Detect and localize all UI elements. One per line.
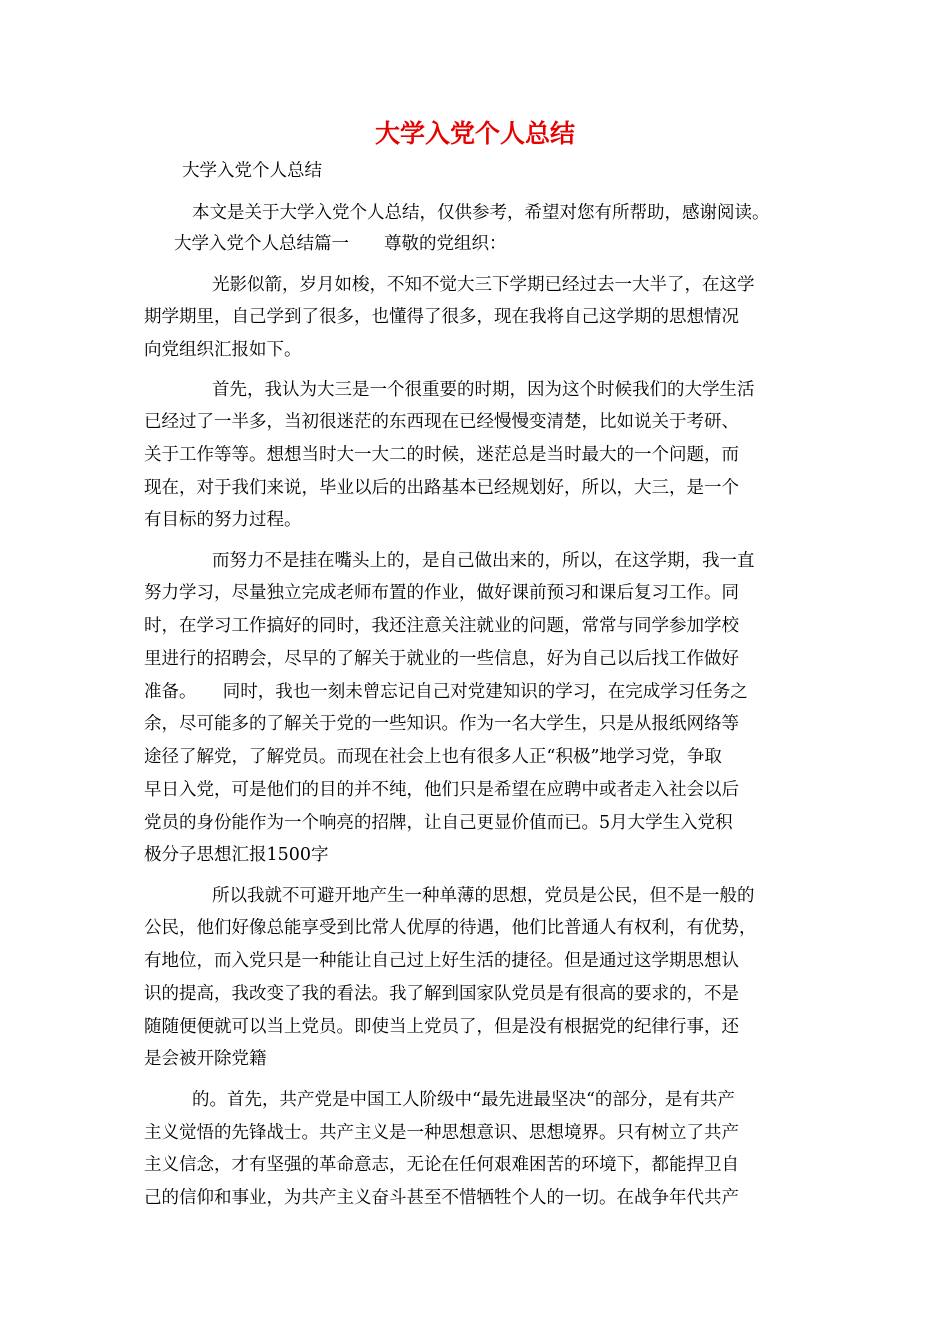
- doc-line: 有地位，而入党只是一种能让自己过上好生活的捷径。但是通过这学期思想认: [144, 951, 739, 971]
- doc-line: 早日入党，可是他们的目的并不纯，他们只是希望在应聘中或者走入社会以后: [144, 780, 739, 800]
- doc-line: 途径了解党，了解党员。而现在社会上也有很多人正“积极”地学习党，争取: [144, 747, 722, 767]
- page-title: 大学入党个人总结: [374, 119, 575, 148]
- doc-line: 期学期里，自己学到了很多，也懂得了很多，现在我将自己这学期的思想情况: [144, 307, 739, 327]
- doc-line: 努力学习，尽量独立完成老师布置的作业，做好课前预习和课后复习工作。同: [144, 583, 739, 603]
- doc-line: 的。首先，共产党是中国工人阶级中“最先进最坚决“的部分，是有共产: [192, 1090, 735, 1110]
- doc-line: 识的提高，我改变了我的看法。我了解到国家队党员是有很高的要求的，不是: [144, 984, 739, 1004]
- doc-line: 现在，对于我们来说，毕业以后的出路基本已经规划好，所以，大三，是一个: [144, 478, 739, 498]
- doc-line: 己的信仰和事业，为共产主义奋斗甚至不惜牺牲个人的一切。在战争年代共产: [144, 1188, 739, 1208]
- doc-line: 是会被开除党籍: [144, 1049, 267, 1069]
- doc-line: 余，尽可能多的了解关于党的一些知识。作为一名大学生，只是从报纸网络等: [144, 714, 739, 734]
- doc-line: 主义信念，才有坚强的革命意志，无论在任何艰难困苦的环境下，都能捍卫自: [144, 1155, 739, 1175]
- doc-line: 所以我就不可避开地产生一种单薄的思想，党员是公民，但不是一般的: [212, 886, 755, 906]
- doc-line: 里进行的招聘会，尽早的了解关于就业的一些信息，好为自己以后找工作做好: [144, 649, 739, 669]
- doc-line: 有目标的努力过程。: [144, 510, 302, 530]
- doc-line: 首先，我认为大三是一个很重要的时期，因为这个时候我们的大学生活: [212, 380, 755, 400]
- doc-line: 而努力不是挂在嘴头上的，是自己做出来的，所以，在这学期，我一直: [212, 551, 755, 571]
- doc-line: 关于工作等等。想想当时大一大二的时候，迷茫总是当时最大的一个问题，而: [144, 445, 739, 465]
- doc-line: 本文是关于大学入党个人总结，仅供参考，希望对您有所帮助，感谢阅读。: [192, 203, 770, 223]
- doc-line: 随随便便就可以当上党员。即使当上党员了，但是没有根据党的纪律行事，还: [144, 1017, 739, 1037]
- doc-line: 时，在学习工作搞好的同时，我还注意关注就业的问题，常常与同学参加学校: [144, 616, 739, 636]
- doc-line: 大学入党个人总结: [182, 161, 322, 181]
- doc-line: 向党组织汇报如下。: [144, 340, 302, 360]
- doc-line: 主义觉悟的先锋战士。共产主义是一种思想意识、思想境界。只有树立了共产: [144, 1123, 739, 1143]
- doc-line: 极分子思想汇报1500字: [144, 845, 329, 865]
- doc-line: 已经过了一半多，当初很迷茫的东西现在已经慢慢变清楚，比如说关于考研、: [144, 412, 739, 432]
- doc-line: 公民，他们好像总能享受到比常人优厚的待遇，他们比普通人有权利，有优势，: [144, 918, 757, 938]
- doc-line: 大学入党个人总结篇一 尊敬的党组织：: [174, 234, 507, 254]
- doc-line: 党员的身份能作为一个响亮的招牌，让自己更显价值而已。5月大学生入党积: [144, 813, 733, 833]
- doc-line: 准备。 同时，我也一刻未曾忘记自己对党建知识的学习，在完成学习任务之: [144, 682, 748, 702]
- doc-line: 光影似箭，岁月如梭，不知不觉大三下学期已经过去一大半了，在这学: [212, 275, 755, 295]
